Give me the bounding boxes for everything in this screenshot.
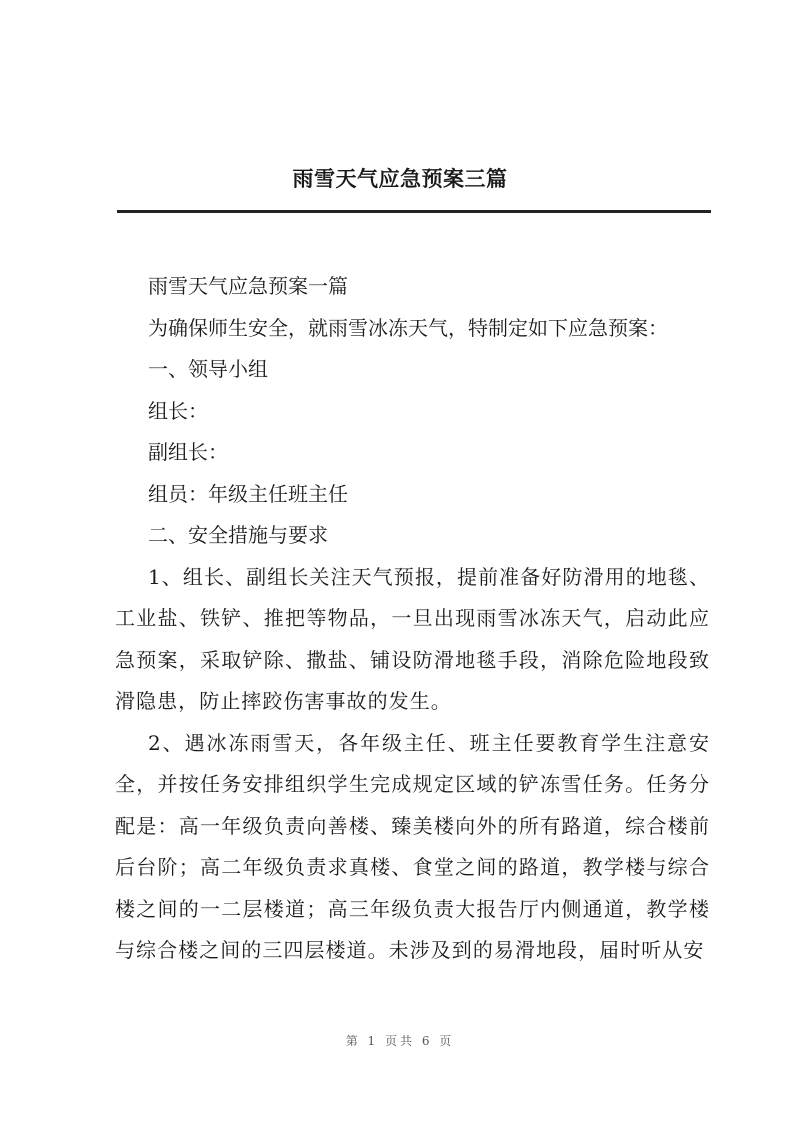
deputy-leader-line: 副组长： [148, 440, 228, 464]
document-title: 雨雪天气应急预案三篇 [292, 167, 508, 191]
section-heading-measures: 二、安全措施与要求 [148, 523, 328, 547]
intro-line: 为确保师生安全，就雨雪冰冻天气，特制定如下应急预案： [148, 315, 668, 340]
section-heading-leadership: 一、领导小组 [148, 357, 268, 381]
document-body [115, 266, 710, 972]
leader-line: 组长： [148, 398, 208, 423]
title-divider [117, 210, 711, 213]
paragraph-measure-1: 1、组长、副组长关注天气预报，提前准备好防滑用的地毯、工业盐、铁铲、推把等物品，一旦出现雨雪冰冻天气，启动此应急预案，采取铲除、撒盐、铺设防滑地毯手段，消除危险地段致滑隐患，防止摔跤伤害事故的发生。 [115, 564, 710, 713]
section-heading: 雨雪天气应急预案一篇 [148, 274, 348, 298]
page-number-footer: 第 1 页共 6 页 [345, 1034, 455, 1048]
paragraph-measure-2: 2、遇冰冻雨雪天，各年级主任、班主任要教育学生注意安全，并按任务安排组织学生完成规定区域的铲冻雪任务。任务分配是：高一年级负责向善楼、臻美楼向外的所有路道，综合楼前后台阶；高二年级负责求真楼、食堂之间的路道，教学楼与综合楼之间的一二层楼道；高三年级负责大报告厅内侧通道，教学楼与综合楼之间的三四层楼道。未涉及到的易滑地段，届时听从安 [115, 730, 710, 962]
members-line: 组员：年级主任班主任 [148, 481, 348, 506]
